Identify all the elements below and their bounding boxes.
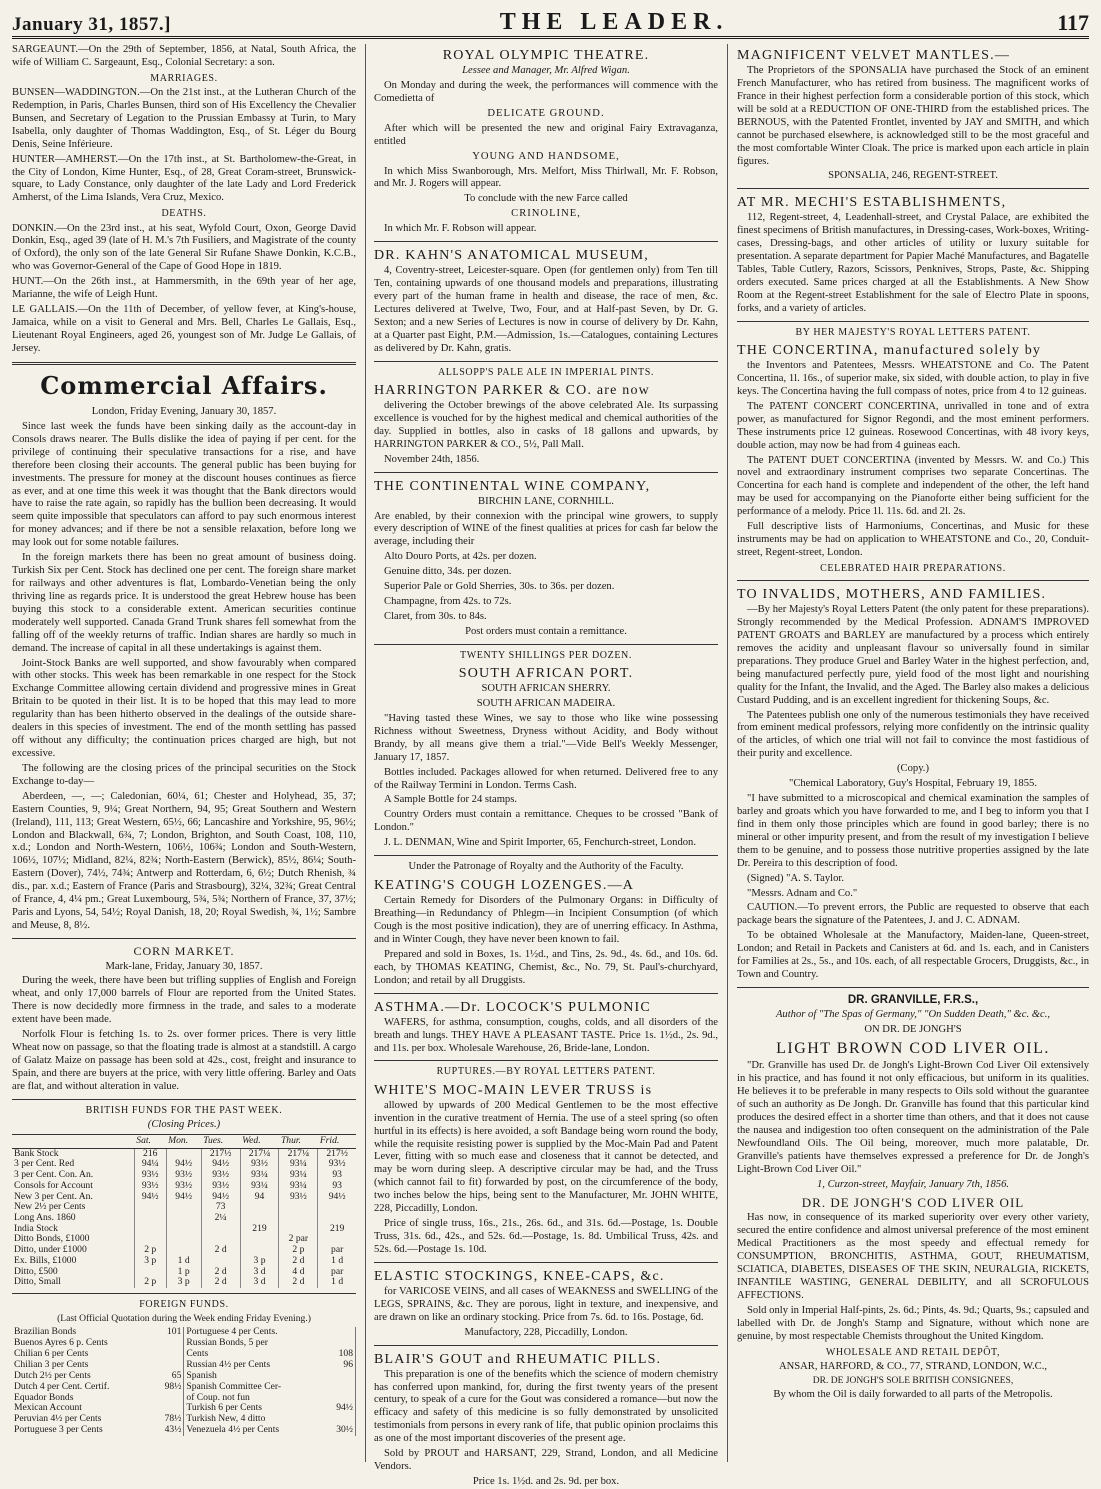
ad-text: This preparation is one of the benefits which the science of modern chemistry has conferred upon mankind, for, during the first twenty years of the present century, to speak of a cure for the Gout was considered a romance—but now the efficacy and safety of this medicine is so fully demonstrated by unsolicited testimonials from persons in every rank of life, that public opinion proclaims this as one of the most important discoveries of the present age. <box>374 1368 718 1445</box>
fund-price: par <box>318 1267 356 1278</box>
ad-caution: CAUTION.—To prevent errors, the Public are requested to observe that each package bears the signature of the Patentees, J. and J. C. ADNAM. <box>737 902 1089 927</box>
ad-text: WAFERS, for asthma, consumption, coughs, colds, and all disorders of the breath and lungs. THEY HAVE A PLEASANT TASTE. Price 1s. 1½d., 2s. 9d., and 11s. per box. Wholesale Warehouse, 26, Bride-lane, London. <box>374 1016 718 1054</box>
fund-price: 93½ <box>134 1181 166 1192</box>
foreign-funds-subheading: (Last Official Quotation during the Week ending Friday Evening.) <box>57 1313 311 1325</box>
ad-text: for VARICOSE VEINS, and all cases of WEAKNESS and SWELLING of the LEGS, SPRAINS, &c. They are porous, light in texture, and inexpensive, and are drawn on like an ordinary stocking. Price from 7s. 6d. to 16s. Postage, 6d. <box>374 1285 718 1323</box>
ad-rule <box>737 580 1089 581</box>
table-row <box>12 1371 356 1382</box>
fund-name: Bank Stock <box>14 1147 59 1159</box>
fund-name: Ditto, £500 <box>14 1265 58 1277</box>
ad-text: Prepared and sold in Boxes, 1s. 1½d., and Tins, 2s. 9d., 4s. 6d., and 10s. 6d. each, by THOMAS KEATING, Chemist, &c., No. 79, St. Paul's-churchyard, London; and retail by all Druggists. <box>374 948 718 986</box>
olympic-theatre-ad <box>374 47 718 236</box>
harrington-parker-ad <box>374 367 718 467</box>
foreign-fund-name: Dutch 2½ per Cents <box>14 1369 91 1381</box>
fund-price: 93½ <box>240 1159 279 1170</box>
issue-date: January 31, 1857.] <box>12 14 171 35</box>
fund-price: 2 d <box>201 1245 240 1256</box>
ad-rule <box>374 993 718 994</box>
fund-price <box>240 1234 279 1245</box>
foreign-fund-price: 65 <box>154 1371 184 1382</box>
fund-price <box>134 1224 166 1235</box>
ad-text: Sold only in Imperial Half-pints, 2s. 6d.; Pints, 4s. 9d.; Quarts, 9s.; capsuled and labelled with Dr. de Jongh's Stamp and Signature, without which none are genuine, by most respectable Chemists throughout the United Kingdom. <box>737 1304 1089 1342</box>
foreign-fund-price: 101 <box>154 1327 184 1338</box>
death-notice: DONKIN.—On the 23rd inst., at his seat, Wyfold Court, Oxon, George David Donkin, Esq., aged 39 (late of H. M.'s 7th Fusiliers, and Magistrate of the county of Oxford), the only son of the late General Sir Rufane Shawe Donkin, K.C.B., who was Governor-General of the Cape of Good Hope in 1819. <box>12 222 356 273</box>
ad-text: 112, Regent-street, 4, Leadenhall-street, and Crystal Palace, are exhibited the finest specimens of British manufactures, in Dressing-cases, Work-boxes, Writing-cases, Dressing-bags, and other articles of utility or luxury suitable for presentation. A separate department for Papier Maché Manufactures, and Bagatelle Tables, Table Cutlery, Razors, Scissors, Penknives, Strops, Paste, &c. Shipping orders executed. Same prices charged at all the Establishments. A New Show Room at the Regent-street Establishment for the sale of Electro Plate in spoons, forks, and a variety of articles. <box>737 212 1089 314</box>
death-notice: HUNT.—On the 26th inst., at Hammersmith, in the 69th year of her age, Marianne, the wife of Leigh Hunt. <box>12 276 356 301</box>
foreign-fund-name: Turkish 6 per Cents <box>186 1402 262 1414</box>
foreign-fund-name: Buenos Ayres 6 p. Cents <box>14 1336 108 1348</box>
british-funds-subheading: (Closing Prices.) <box>147 1118 221 1130</box>
fund-price: 93½ <box>318 1159 356 1170</box>
foreign-fund-name: Russian 4½ per Cents <box>186 1358 271 1370</box>
wine-item: Claret, from 30s. to 84s. <box>384 611 487 622</box>
commercial-paragraph: The following are the closing prices of the principal securities on the Stock Exchange to-day— <box>12 762 356 787</box>
ad-text: To conclude with the new Farce called <box>464 193 628 205</box>
concertina-ad <box>737 327 1089 560</box>
fund-price: 217¼ <box>279 1148 318 1159</box>
column-divider <box>727 44 728 1462</box>
fund-price: 2 d <box>201 1267 240 1278</box>
ad-text: —By her Majesty's Royal Letters Patent (the only patent for these preparations). Strongly recommended by the Medical Profession. ADNAM'S IMPROVED PATENT GROATS and BARLEY are manufactured by a process which entirely removes the acidity and unpleasant flavour so universally found in similar preparations. They produce Gruel and Barley Water in the highest perfection, and, being manufactured perfectly pure, yield food of the most light and nourishing quality for the Infant, the Invalid, and the Aged. The Barley also makes a delicious Custard Pudding, and is an excellent ingredient for thickening Soups, &c. <box>737 604 1089 706</box>
fund-price: 1 d <box>318 1256 356 1267</box>
ad-address: BIRCHIN LANE, CORNHILL. <box>478 495 614 507</box>
ad-text: After which will be presented the new and original Fairy Extravaganza, entitled <box>374 122 718 147</box>
ad-text: Full descriptive lists of Harmoniums, Concertinas, and Music for these instruments may be had on application to WHEATSTONE and Co., 20, Conduit-street, Regent-street, London. <box>737 521 1089 558</box>
foreign-fund-price: 30½ <box>325 1425 355 1436</box>
ad-rule <box>374 1060 718 1061</box>
section-rule <box>12 362 356 365</box>
foreign-fund-price <box>154 1338 184 1349</box>
ad-text: On Monday and during the week, the performances will commence with the Comedietta of <box>374 80 718 104</box>
table-row <box>12 1181 356 1192</box>
fund-price: 2 d <box>279 1277 318 1288</box>
ad-author: DR. GRANVILLE, F.R.S., <box>847 994 979 1006</box>
fund-price: 3 p <box>240 1256 279 1267</box>
elastic-stockings-ad <box>374 1268 718 1340</box>
ad-text: A Sample Bottle for 24 stamps. <box>384 794 518 806</box>
cod-liver-oil-ad <box>737 993 1089 1402</box>
commercial-paragraph: Since last week the funds have been sinking daily as the account-day in Consols draws nearer. The Bulls dislike the idea of paying if per cent. for the privilege of continuing their speculative transactions for a rise, and have therefore been closing their accounts. The general public has been buying for investments. The pressure for money at the discount houses continues as fierce as ever, and at one time this week it was thought that the Bank directors would have to raise the rate again, so rapidly has the bullion been decreasing. It would seem quite impossible that speculators can afford to pay such enormous interest for money advances; and if there be not a sensible relaxation, before long we may look out for some notable failures. <box>12 420 356 549</box>
fund-price: 94½ <box>318 1192 356 1203</box>
british-funds-table <box>12 1134 356 1288</box>
ad-note: Post orders must contain a remittance. <box>465 625 627 637</box>
ad-text: the Inventors and Patentees, Messrs. WHEATSTONE and Co. The Patent Concertina, 1l. 16s., of superior make, six sided, with double action, to play in five keys. The Concertina having the full compass of notes, price from 4 to 12 guineas. <box>737 360 1089 397</box>
foreign-fund-name: Dutch 4 per Cent. Certif. <box>14 1380 110 1392</box>
ad-text: By whom the Oil is daily forwarded to all parts of the Metropolis. <box>773 1389 1053 1401</box>
ad-laboratory: "Chemical Laboratory, Guy's Hospital, February 19, 1855. <box>789 778 1037 790</box>
ad-title: DR. KAHN'S ANATOMICAL MUSEUM, <box>374 248 649 264</box>
ad-text: In which Mr. F. Robson will appear. <box>384 223 537 235</box>
fund-price: 93¼ <box>279 1170 318 1181</box>
foreign-fund-name: Cents <box>186 1347 209 1359</box>
birth-notice: SARGEAUNT.—On the 29th of September, 1856, at Natal, South Africa, the wife of William C. Sargeaunt, Esq., Colonial Secretary: a son. <box>12 44 356 68</box>
fund-price: 93¼ <box>279 1181 318 1192</box>
play-title: CRINOLINE, <box>511 208 581 220</box>
ad-rule <box>374 644 718 645</box>
foreign-fund-name: Brazilian Bonds <box>14 1326 77 1337</box>
column-divider <box>365 44 366 1462</box>
ad-rule <box>374 1345 718 1346</box>
foreign-fund-name: Turkish New, 4 ditto <box>186 1413 266 1425</box>
funds-column-header: Sat. <box>134 1134 166 1148</box>
kahn-museum-ad <box>374 247 718 356</box>
ad-title: HARRINGTON PARKER & CO. are now <box>374 382 650 398</box>
foreign-fund-name: Chilian 3 per Cents <box>14 1358 89 1370</box>
funds-column-header: Wed. <box>240 1134 279 1148</box>
ad-text: Price of single truss, 16s., 21s., 26s. 6d., and 31s. 6d.—Postage, 1s. Double Truss, 31s. 6d., 42s., and 52s. 6d.—Postage, 1s. 8d. Umbilical Truss, 42s. and 52s. 6d.—Postage 1s. 10d. <box>374 1218 718 1255</box>
column-3 <box>737 44 1089 1464</box>
funds-column-header: Frid. <box>318 1134 356 1148</box>
fund-price: 94 <box>240 1192 279 1203</box>
fund-price: 217¼ <box>240 1148 279 1159</box>
fund-name: Consols for Account <box>14 1179 93 1191</box>
fund-price: 219 <box>318 1224 356 1235</box>
wine-item: Alto Douro Ports, at 42s. per dozen. <box>384 551 537 563</box>
foreign-fund-name: Russian Bonds, 5 per <box>186 1336 268 1348</box>
wine-item: Genuine ditto, 34s. per dozen. <box>384 566 512 578</box>
fund-price: 2¼ <box>201 1213 240 1224</box>
fund-name: Ditto Bonds, £1000 <box>14 1233 90 1245</box>
blair-pills-ad <box>374 1351 718 1489</box>
ad-text: Are enabled, by their connexion with the principal wine growers, to supply every description of WINE of the finest qualities at prices for cash far below the average, including their <box>374 510 718 548</box>
fund-price: 3 p <box>166 1277 201 1288</box>
ad-rule <box>737 987 1089 988</box>
commercial-paragraph: Joint-Stock Banks are well supported, and show favourably when compared with other stocks. This week has been remarkable in one respect for the Stock Exchange Committee allowing certain dividend and progressive mines in Great Britain to be quoted in their list. It is to be hoped that this may lead to more regularity than has been hitherto observed in the dealings of the outside share-dealers in this species of investment. The end of the month settling has passed off without any difficulty; the continuation prices charged are high, but not excessive. <box>12 657 356 759</box>
ad-depot-heading: WHOLESALE AND RETAIL DEPÔT, <box>825 1346 1001 1358</box>
fund-price: 94½ <box>166 1159 201 1170</box>
hair-preparations-heading: CELEBRATED HAIR PREPARATIONS. <box>820 562 1006 574</box>
ad-quote: "Having tasted these Wines, we say to those who like wine possessing Richness without Sweetness, Dryness without Acidity, and Body without Brandy, by all means give them a trial."—Vide Bell's Weekly Messenger, January 17, 1857. <box>374 712 718 763</box>
fund-price: 93¼ <box>279 1159 318 1170</box>
deaths-heading: DEATHS. <box>161 208 207 220</box>
funds-column-header: Mon. <box>166 1134 201 1148</box>
fund-price: 2 p <box>279 1245 318 1256</box>
funds-column-header: Tues. <box>201 1134 240 1148</box>
foreign-fund-name: Spanish Committee Cer- <box>186 1380 282 1392</box>
marriage-notice: HUNTER—AMHERST.—On the 17th inst., at St. Bartholomew-the-Great, in the City of London, Kime Hunter, Esq., of 28, Great Coram-street, Brunswick-square, to Lady Constance, only daughter of the late Lady and Lord Frederick Amherst, of the Lima Islands, Vera Cruz, Mexico. <box>12 153 356 204</box>
fund-price: 93¼ <box>240 1170 279 1181</box>
ad-signature: (Signed) "A. S. Taylor. <box>747 872 844 884</box>
ad-title: BLAIR'S GOUT and RHEUMATIC PILLS. <box>374 1351 662 1367</box>
ad-title: ROYAL OLYMPIC THEATRE. <box>442 48 650 63</box>
velvet-mantles-ad <box>737 47 1089 183</box>
fund-price <box>166 1234 201 1245</box>
ad-subtitle: Lessee and Manager, Mr. Alfred Wigan. <box>462 65 630 77</box>
ad-heading: BY HER MAJESTY'S ROYAL LETTERS PATENT. <box>795 326 1031 338</box>
corn-paragraph: Norfolk Flour is fetching 1s. to 2s. over former prices. There is very little Wheat now on passage, so that the floating trade is almost at a standstill. A cargo of Galatz Maize on passage has been sold at 42s., cost, freight and insurance to Spain, and there are buyers at the price, with very little offering. Barley and Oats are flat, and without alteration in value. <box>12 1029 356 1092</box>
ad-subtitle: SOUTH AFRICAN MADEIRA. <box>476 698 616 710</box>
ad-testimonial: "Dr. Granville has used Dr. de Jongh's Light-Brown Cod Liver Oil extensively in his practice, and has found it not only efficacious, but uniform in its qualities. He believes it to be preferable in many respects to Oils sold without the guarantee of such an authority as De Jongh. Dr. Granville has found that this particular kind produces the desired effect in a shorter time than others, and that it does not cause the nausea and indigestion too often consequent on the administration of the Pale Newfoundland Oils. The Oil being, moreover, much more palatable, Dr. Granville's patients have themselves expressed a preference for Dr. de Jongh's Light-Brown Cod Liver Oil." <box>737 1060 1089 1175</box>
fund-price: 94½ <box>166 1192 201 1203</box>
fund-price: 217½ <box>201 1148 240 1159</box>
wine-item: Superior Pale or Gold Sherries, 30s. to 36s. per dozen. <box>384 581 615 593</box>
ad-title: SOUTH AFRICAN PORT. <box>458 666 634 682</box>
play-title: YOUNG AND HANDSOME, <box>472 150 620 162</box>
ad-text: Bottles included. Packages allowed for when returned. Delivered free to any of the Railway Termini in London. Terms Cash. <box>374 766 718 791</box>
ad-title: LIGHT BROWN COD LIVER OIL. <box>776 1039 1050 1057</box>
ad-rule <box>374 1262 718 1263</box>
wine-item: Champagne, from 42s. to 72s. <box>384 596 512 608</box>
foreign-fund-name: Portuguese 4 per Cents. <box>186 1326 278 1337</box>
continental-wine-ad <box>374 478 718 639</box>
locock-wafers-ad <box>374 999 718 1056</box>
foreign-fund-price <box>325 1382 355 1393</box>
fund-price: 217½ <box>318 1148 356 1159</box>
foreign-fund-price: 108 <box>325 1349 355 1360</box>
fund-price <box>134 1202 166 1213</box>
section-rule <box>12 1099 356 1100</box>
fund-price: 3 d <box>240 1267 279 1278</box>
foreign-fund-price: 98½ <box>154 1382 184 1393</box>
fund-price: 2 p <box>134 1245 166 1256</box>
foreign-funds-heading: FOREIGN FUNDS. <box>139 1299 229 1311</box>
foreign-fund-price: 78½ <box>154 1414 184 1425</box>
ad-title: TO INVALIDS, MOTHERS, AND FAMILIES. <box>737 587 1047 603</box>
foreign-fund-name: Portuguese 3 per Cents <box>14 1424 103 1436</box>
corn-dateline: Mark-lane, Friday, January 30, 1857. <box>105 960 263 972</box>
ad-title: ASTHMA.—Dr. LOCOCK'S PULMONIC <box>374 999 651 1015</box>
foreign-fund-price <box>325 1371 355 1382</box>
ad-copy-label: (Copy.) <box>897 763 929 775</box>
foreign-fund-name: Mexican Account <box>14 1402 82 1414</box>
fund-price: 93¼ <box>240 1181 279 1192</box>
marriages-heading: MARRIAGES. <box>150 72 218 84</box>
ad-title: ELASTIC STOCKINGS, KNEE-CAPS, &c. <box>374 1268 665 1284</box>
ad-title: DR. DE JONGH'S COD LIVER OIL <box>801 1194 1025 1210</box>
foreign-fund-name: Equador Bonds <box>14 1391 74 1403</box>
funds-header-row <box>12 1134 356 1148</box>
death-notice: LE GALLAIS.—On the 11th of December, of yellow fever, at King's-house, Jamaica, while on a visit to General and Mrs. Bell, Charles Le Gallais, Esq., Lieutenant Royal Engineers, aged 26, youngest son of Mr. Judge Le Gallais, of Jersey. <box>12 304 356 354</box>
ad-rule <box>374 855 718 856</box>
foreign-fund-price: 96 <box>325 1360 355 1371</box>
commercial-dateline: London, Friday Evening, January 30, 1857. <box>91 406 277 417</box>
keating-lozenges-ad <box>374 861 718 987</box>
fund-name: Ditto, Small <box>14 1276 61 1288</box>
fund-price <box>134 1213 166 1224</box>
fund-price <box>201 1224 240 1235</box>
ad-addressee: "Messrs. Adnam and Co." <box>747 887 858 899</box>
fund-price <box>279 1202 318 1213</box>
fund-price: 219 <box>240 1224 279 1235</box>
fund-price: 93 <box>318 1181 356 1192</box>
fund-price <box>166 1202 201 1213</box>
funds-column-header <box>12 1134 134 1148</box>
fund-price: 93½ <box>201 1181 240 1192</box>
ad-text: Certain Remedy for Disorders of the Pulmonary Organs: in Difficulty of Breathing—in Redundancy of Phlegm—in Incipient Consumption (of which Cough is the most positive indication), they are of unerring efficacy. In Asthma, and in Winter Cough, they have never been known to fail. <box>374 895 718 945</box>
closing-prices: Aberdeen, —, —; Caledonian, 60¼, 61; Chester and Holyhead, 35, 37; Eastern Counties, 9, 9¼; Great Northern, 94, 95; Great Southern and Western (Ireland), 111, 113; Great Western, 65½, 66; Lancashire and Yorkshire, 95, 96½; London and Blackwall, 6¾, 7; London, Brighton, and South Coast, 108, 110, x.d.; London and North-Western, 106½, 106¾; London and South-Western, 106½, 107½; Midland, 82¼, 82¾; North-Eastern (Berwick), 85½, 86¼; South-Eastern (Dover), 74½, 74¾; Antwerp and Rotterdam, 6, 6½; Dutch Rhenish, ¾ dis., par. x.d.; Eastern of France (Paris and Strasbourg), 32¼, 32¾; Great Central of France, 4, 4¼ pm.; Great Luxembourg, 5¾, 5¾; Northern of France, 37, 37½; Paris and Lyons, 54, 54½; Royal Danish, 18, 20; Royal Swedish, ¾, 1½; Sambre and Meuse, 8, 8½. <box>12 790 356 931</box>
fund-price: 93½ <box>166 1181 201 1192</box>
fund-price: 93½ <box>166 1170 201 1181</box>
fund-price <box>240 1202 279 1213</box>
ad-date: 1, Curzon-street, Mayfair, January 7th, 1856. <box>816 1178 1010 1190</box>
ad-subtitle: SOUTH AFRICAN SHERRY. <box>481 683 611 695</box>
commercial-affairs-heading: Commercial Affairs. <box>40 370 328 400</box>
column-1 <box>12 44 356 1464</box>
column-2 <box>374 44 718 1488</box>
fund-price: 93½ <box>201 1170 240 1181</box>
ad-text: delivering the October brewings of the above celebrated Ale. Its surpassing excellence is vouched for by the highest medical and chemical authorities of the day. Supplied in bottles, also in casks of 18 gallons and upwards, by HARRINGTON PARKER & CO., 5½, Pall Mall. <box>374 399 718 450</box>
fund-price: 93 <box>318 1170 356 1181</box>
ad-title: WHITE'S MOC-MAIN LEVER TRUSS is <box>374 1082 653 1098</box>
fund-price <box>166 1213 201 1224</box>
ad-heading: ALLSOPP'S PALE ALE IN IMPERIAL PINTS. <box>437 366 655 378</box>
ad-address: ANSAR, HARFORD, & CO., 77, STRAND, LONDON, W.C., <box>778 1360 1048 1372</box>
masthead <box>12 8 1089 39</box>
fund-price: 2 p <box>134 1277 166 1288</box>
corn-paragraph: During the week, there have been but trifling supplies of English and Foreign wheat, and only 17,000 barrels of Flour are reported from the United States. There is now decidedly more firmness in the trade, and sales to a moderate extent have been made. <box>12 975 356 1026</box>
fund-price: 94½ <box>134 1192 166 1203</box>
fund-price <box>166 1224 201 1235</box>
ad-text: The Proprietors of the SPONSALIA have purchased the Stock of an eminent French Manufacturer, who has retired from business. The magnificent works of France in their highest perfection form a considerable portion of this stock, which will be sold at a REDUCTION OF ONE-THIRD from the established prices. The BERNOUS, with the Patented Frontlet, invented by JAY and SMITH, and which cannot be purchased elsewhere, is acknowledged still to be the most graceful and the most comfortable Winter Cloak. The price is marked upon each article in plain figures. <box>737 65 1089 167</box>
marriage-notice: BUNSEN—WADDINGTON.—On the 21st inst., at the Lutheran Church of the Redemption, in Paris, Charles Bunsen, third son of His Excellency the Chevalier Bunsen, and Secretary of Legation to the Prussian Embassy at Turin, to Mary Isabella, only daughter of Thomas Waddington, Esq., of St. Léger du Bourg Denis, Seine Inférieure. <box>12 87 356 150</box>
corn-market-heading: CORN MARKET. <box>133 943 235 958</box>
ad-author-credits: Author of "The Spas of Germany," "On Sudden Death," &c. &c., <box>775 1009 1051 1021</box>
ad-text: allowed by upwards of 200 Medical Gentlemen to be the most effective invention in the curative treatment of Hernia. The use of a steel spring (so often hurtful in its effects) is here avoided, a soft Bandage being worn round the body, while the requisite resisting power is supplied by the Moc-Main Pad and Patent Lever, fitting with so much ease and closeness that it cannot be detected, and may be worn during sleep. A descriptive circular may be had, and the Truss (which cannot fail to fit) forwarded by post, on the circumference of the body, two inches below the hips, being sent to the Manufacturer, Mr. JOHN WHITE, 228, Piccadilly, London. <box>374 1099 718 1215</box>
mechi-establishments-ad <box>737 194 1089 315</box>
fund-price: 73 <box>201 1202 240 1213</box>
fund-name: New 2½ per Cents <box>14 1201 86 1213</box>
table-row <box>12 1382 356 1393</box>
fund-name: India Stock <box>14 1222 58 1234</box>
ad-text: J. L. DENMAN, Wine and Spirit Importer, 65, Fenchurch-street, London. <box>384 837 696 849</box>
fund-price: 94½ <box>201 1192 240 1203</box>
white-truss-ad <box>374 1066 718 1256</box>
fund-price: 1 p <box>166 1267 201 1278</box>
fund-name: 3 per Cent. Con. An. <box>14 1169 94 1181</box>
fund-name: Ex. Bills, £1000 <box>14 1254 77 1266</box>
section-rule <box>12 1293 356 1294</box>
ad-rule <box>374 241 718 242</box>
ad-heading: TWENTY SHILLINGS PER DOZEN. <box>460 649 632 661</box>
ad-heading: Under the Patronage of Royalty and the Authority of the Faculty. <box>408 861 684 873</box>
ad-title: THE CONCERTINA, manufactured solely by <box>737 343 1042 359</box>
south-african-port-ad <box>374 650 718 850</box>
fund-name: Long Ans. 1860 <box>14 1211 76 1223</box>
fund-price: 3 d <box>240 1277 279 1288</box>
page-number: 117 <box>1057 10 1089 35</box>
ad-consignees: DR. DE JONGH'S SOLE BRITISH CONSIGNEES, <box>812 1375 1014 1386</box>
fund-price: 3 p <box>134 1256 166 1267</box>
foreign-fund-price <box>154 1349 184 1360</box>
ad-address: Manufactory, 228, Piccadilly, London. <box>464 1326 628 1338</box>
foreign-fund-name: of Coup. not fun <box>186 1391 250 1403</box>
ad-subtitle: ON DR. DE JONGH'S <box>864 1023 962 1035</box>
fund-price: 2 d <box>201 1277 240 1288</box>
fund-name: Ditto, under £1000 <box>14 1244 87 1256</box>
table-row <box>12 1277 356 1288</box>
ad-text: Sold by PROUT and HARSANT, 229, Strand, London, and all Medicine Vendors. <box>374 1448 718 1473</box>
fund-price: 94¼ <box>134 1159 166 1170</box>
ad-text: To be obtained Wholesale at the Manufactory, Maiden-lane, Queen-street, London; and Retail in Packets and Canisters at 6d. and 1s. each, and in Canisters for Families at 2s., 5s., and 10s. each, of all respectable Grocers, Druggists, &c., in Town and Country. <box>737 930 1089 981</box>
foreign-fund-name: Chilian 6 per Cents <box>14 1347 89 1359</box>
commercial-paragraph: In the foreign markets there has been no great amount of business doing. Turkish Six per Cent. Stock has declined one per cent. The foreign share market for railways and other adventures is flat, Lombardo-Venetian being the only thriving line as regards price. It is understood the great Hebrew house has been buying this stock to a considerable extent. American securities continue moderately well supported. Canada Grand Trunk shares fell somewhat from the falling off of the weekly returns of traffic. Indian shares are hardly so much in demand. The increase of capital in all these undertakings is against them. <box>12 552 356 654</box>
fund-price: 4 d <box>279 1267 318 1278</box>
fund-price: 1 d <box>166 1256 201 1267</box>
fund-price: 1 d <box>318 1277 356 1288</box>
foreign-fund-price <box>154 1393 184 1404</box>
newspaper-title: THE LEADER. <box>499 9 729 35</box>
ad-rule <box>374 361 718 362</box>
foreign-fund-price <box>325 1327 355 1338</box>
ad-address: SPONSALIA, 246, REGENT-STREET. <box>828 170 998 182</box>
ad-text: Country Orders must contain a remittance. Cheques to be crossed "Bank of London." <box>374 809 718 834</box>
ad-rule <box>374 472 718 473</box>
adnam-groats-ad <box>737 586 1089 982</box>
fund-name: 3 per Cent. Red <box>14 1158 75 1170</box>
ad-text: The PATENT DUET CONCERTINA (invented by Messrs. W. and Co.) This novel and extraordinary instrument comprises two separate Concertinas. The Concertina for each hand is complete and independent of the other, the left hand may be used for accompanying on the Pianoforte either being sufficient for the performance of a melody. Price 1l. 11s. 6d. and 2l. 2s. <box>737 454 1089 518</box>
fund-price <box>318 1202 356 1213</box>
foreign-fund-name: Peruvian 4½ per Cents <box>14 1413 102 1425</box>
fund-name: New 3 per Cent. An. <box>14 1190 93 1202</box>
ad-date: November 24th, 1856. <box>384 453 480 465</box>
ad-text: The Patentees publish one only of the numerous testimonials they have received from eminent medical professors, relying more confidently on the intrinsic quality of the articles, of which one trial will not fail to convince the most fastidious of their purity and excellence. <box>737 709 1089 760</box>
table-row <box>12 1213 356 1224</box>
table-row <box>12 1425 356 1436</box>
fund-price: 93½ <box>134 1170 166 1181</box>
ad-title: AT MR. MECHI'S ESTABLISHMENTS, <box>737 195 1007 211</box>
ad-title: THE CONTINENTAL WINE COMPANY, <box>374 478 651 494</box>
ad-text: 4, Coventry-street, Leicester-square. Open (for gentlemen only) from Ten till Ten, containing upwards of one thousand models and preparations, illustrating every part of the human frame in health and disease, the race of men, &c. Lectures delivered at Twelve, Two, Four, and at Half-past Seven, by Dr. G. Sexton; and a new Series of Lectures is now in course of delivery by Dr. Kahn, at a Quarter past Eight, P.M.—Admission, 1s.—Catalogues, containing Lectures as delivered by Dr. Kahn, gratis. <box>374 265 718 354</box>
funds-column-header: Thur. <box>279 1134 318 1148</box>
ad-price: Price 1s. 1½d. and 2s. 9d. per box. <box>472 1476 620 1488</box>
ad-title: KEATING'S COUGH LOZENGES.—A <box>374 878 635 894</box>
fund-price: 2 d <box>279 1256 318 1267</box>
fund-price: 94½ <box>201 1159 240 1170</box>
foreign-fund-price: 43½ <box>154 1425 184 1436</box>
foreign-funds-table <box>12 1327 356 1436</box>
ad-title: MAGNIFICENT VELVET MANTLES.— <box>737 48 1011 63</box>
foreign-fund-name: Spanish <box>186 1369 217 1381</box>
british-funds-heading: BRITISH FUNDS FOR THE PAST WEEK. <box>85 1104 283 1116</box>
ad-testimonial: "I have submitted to a microscopical and chemical examination the samples of barley and groats which you have forwarded to me, and I beg to inform you that I find in them only those principles which are found in good barley; there is no mineral or other impurity present, and from the result of my investigation I believe them to be genuine, and to possess those nutritive properties assigned by the late Dr. Pereira to this description of food. <box>737 793 1089 869</box>
ad-text: In which Miss Swanborough, Mrs. Melfort, Miss Thirlwall, Mr. F. Robson, and Mr. J. Rogers will appear. <box>374 165 718 190</box>
ad-text: The PATENT CONCERT CONCERTINA, unrivalled in tone and of extra power, as manufactured for Signor Regondi, and the most eminent performers. These instruments price 12 guineas. Rosewood Concertinas, with 48 ivory keys, double action, may now be had from 4 guineas each. <box>737 400 1089 451</box>
ad-text: Has now, in consequence of its marked superiority over every other variety, secured the entire confidence and almost universal preference of the most eminent Medical Practitioners as the most speedy and effectual remedy for CONSUMPTION, BRONCHITIS, ASTHMA, GOUT, RHEUMATISM, SCIATICA, DIABETES, DISEASES OF THE SKIN, NEURALGIA, RICKETS, INFANTILE WASTING, GENERAL DEBILITY, and all SCROFULOUS AFFECTIONS. <box>737 1212 1089 1301</box>
foreign-fund-price: 94½ <box>325 1403 355 1414</box>
fund-price: 93½ <box>279 1192 318 1203</box>
fund-price: 216 <box>134 1148 166 1159</box>
foreign-fund-name: Venezuela 4½ per Cents <box>186 1424 280 1436</box>
fund-price: 2 par <box>279 1234 318 1245</box>
ad-rule <box>737 188 1089 189</box>
ad-heading: RUPTURES.—BY ROYAL LETTERS PATENT. <box>436 1066 656 1078</box>
fund-price: par <box>318 1245 356 1256</box>
play-title: DELICATE GROUND. <box>487 107 605 119</box>
fund-price <box>279 1213 318 1224</box>
section-rule <box>12 938 356 939</box>
ad-rule <box>737 321 1089 322</box>
